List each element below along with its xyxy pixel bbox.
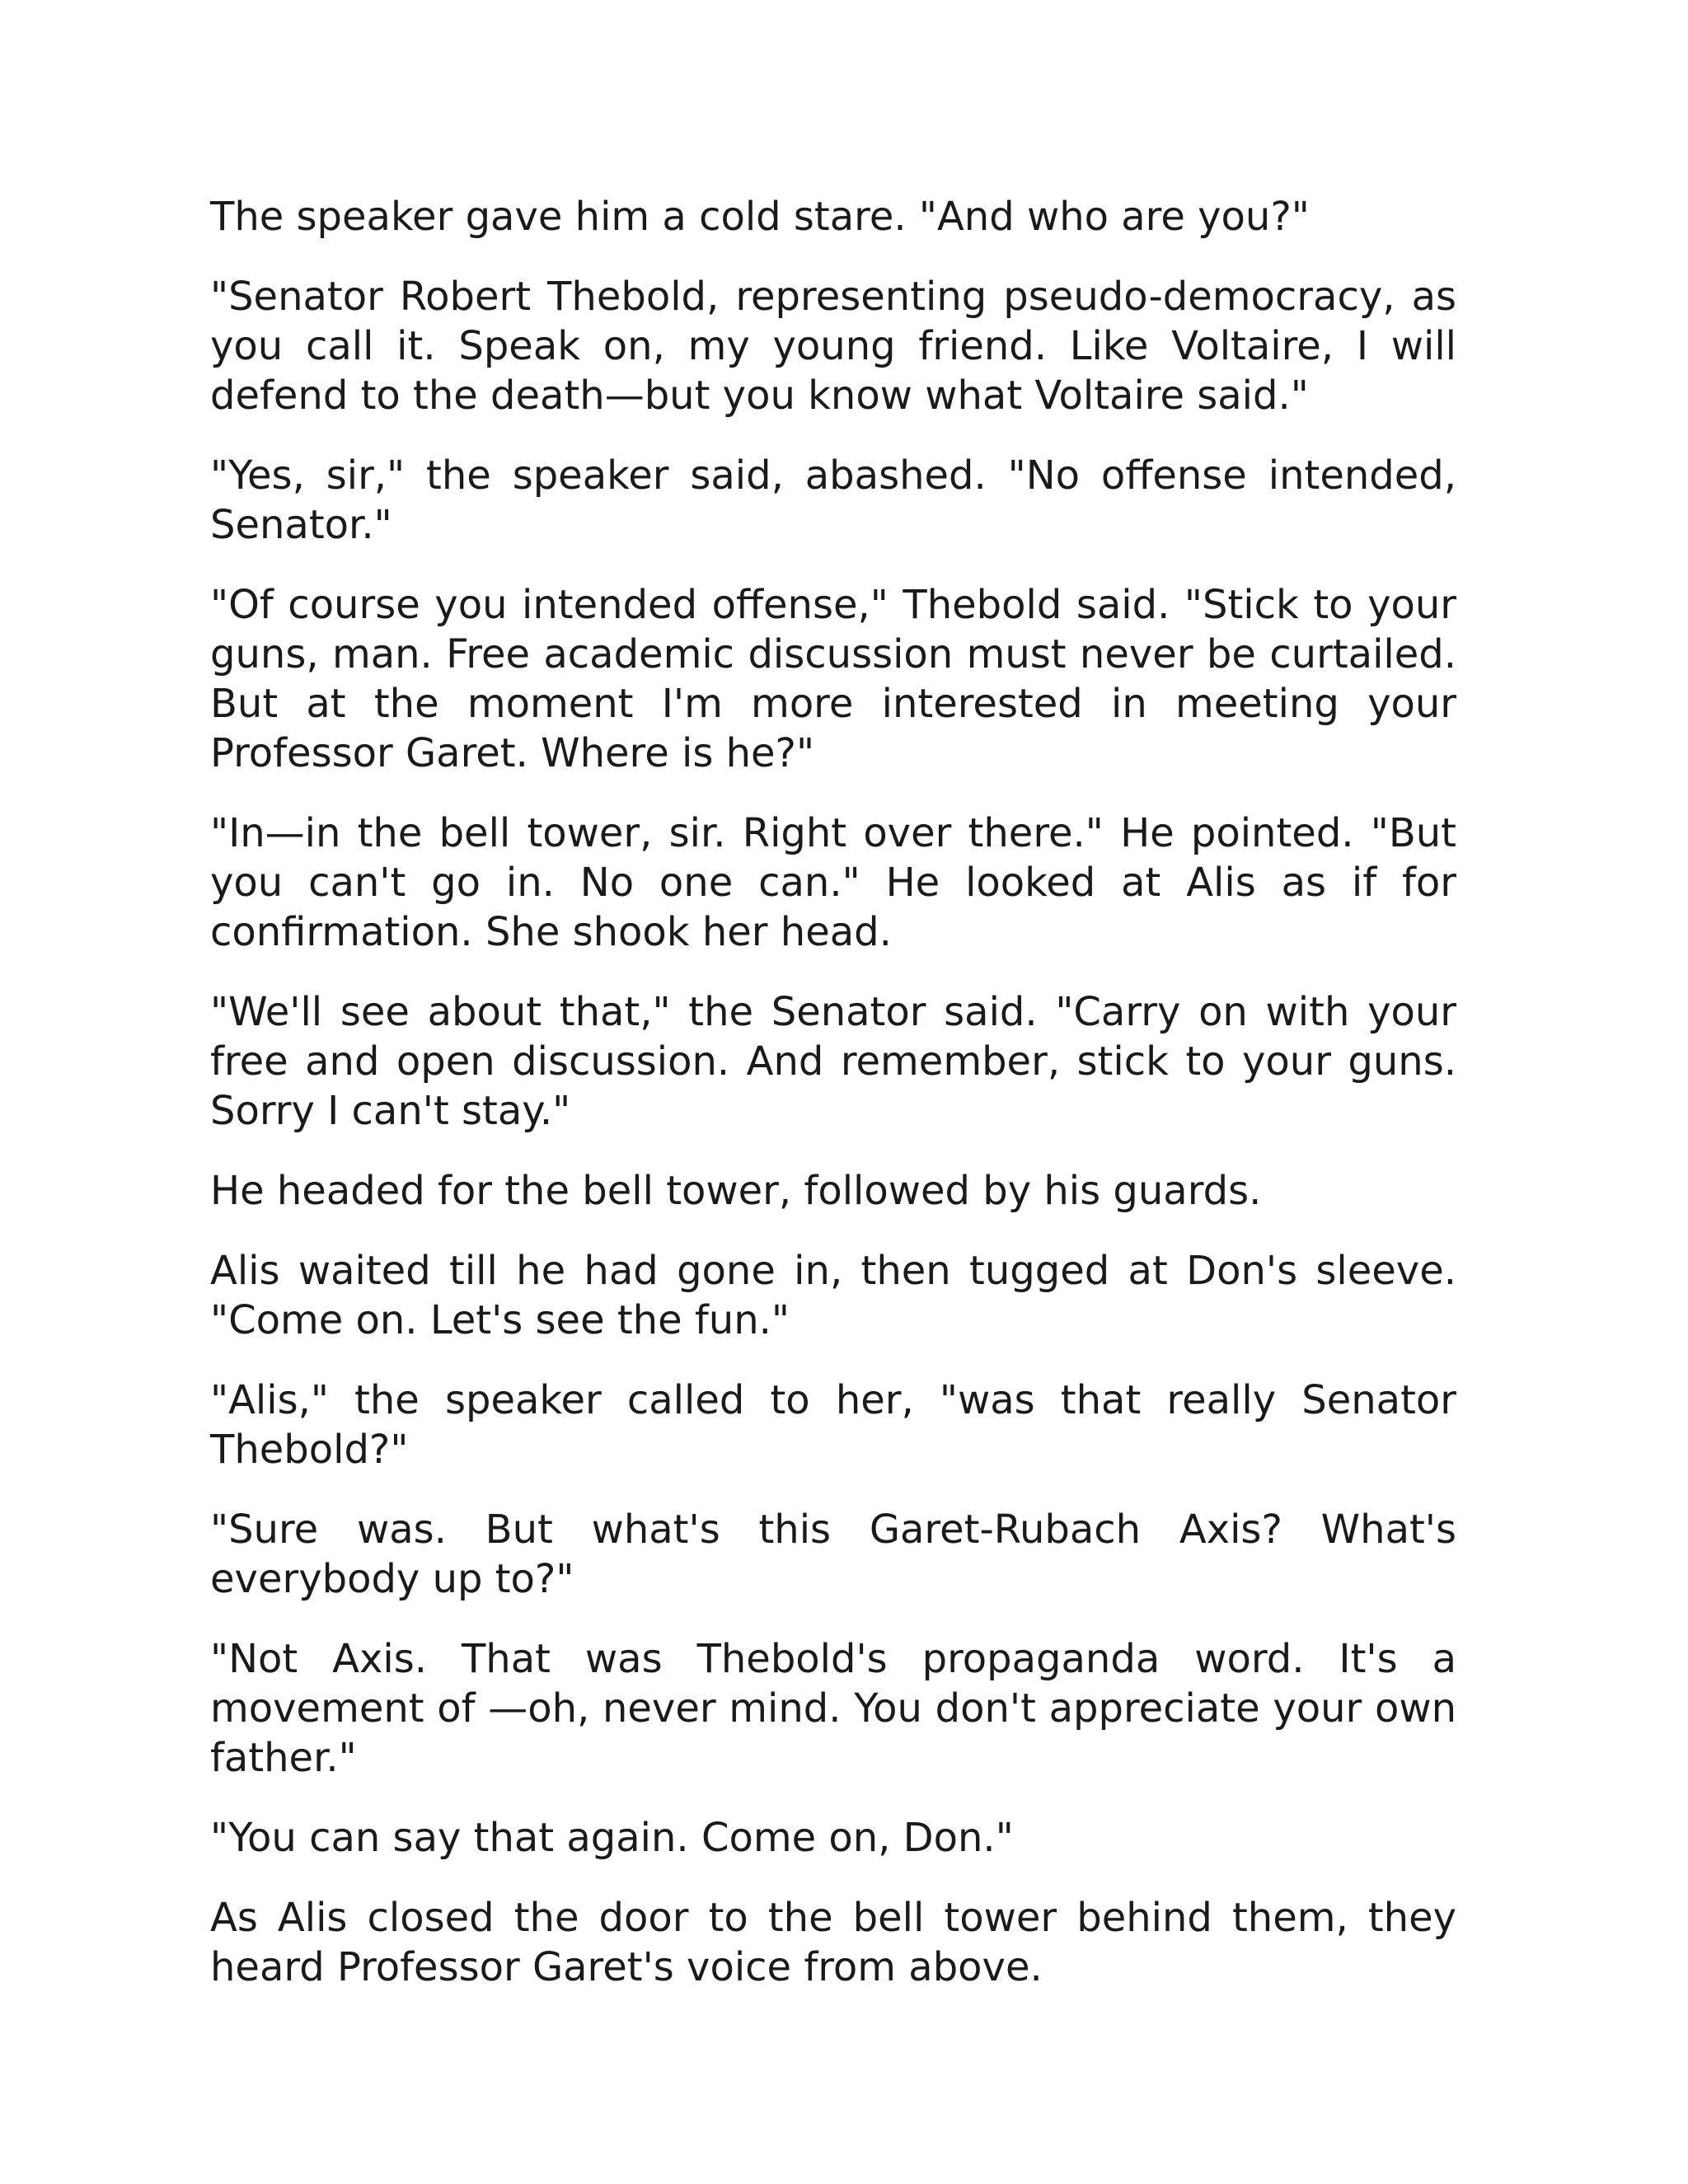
paragraph: Alis waited till he had gone in, then tugged at Don's sleeve. "Come on. Let's see the fun.": [210, 1248, 1456, 1343]
paragraph: "Sure was. But what's this Garet-Rubach Axis? What's everybody up to?": [210, 1507, 1456, 1602]
paragraph: The speaker gave him a cold stare. "And who are you?": [210, 194, 1310, 240]
paragraph: "Alis," the speaker called to her, "was that really Senator Thebold?": [210, 1377, 1456, 1473]
paragraph: "In—in the bell tower, sir. Right over there." He pointed. "But you can't go in. No one can." He looked at Alis as if for confirmation. She shook her head.: [210, 810, 1456, 955]
paragraph: As Alis closed the door to the bell tower behind them, they heard Professor Garet's voice from above.: [210, 1895, 1456, 1990]
paragraph: "We'll see about that," the Senator said. "Carry on with your free and open discussion. And remember, stick to your guns. Sorry I can't stay.": [210, 989, 1456, 1134]
paragraph: "Not Axis. That was Thebold's propaganda word. It's a movement of —oh, never mind. You don't appreciate your own father.": [210, 1636, 1456, 1781]
paragraph: "Of course you intended offense," Thebold said. "Stick to your guns, man. Free academic discussion must never be curtailed. But at the moment I'm more interested in meeting your Professor Garet. Where is he?": [210, 582, 1456, 776]
paragraph: He headed for the bell tower, followed by his guards.: [210, 1168, 1262, 1214]
paragraph: "Senator Robert Thebold, representing pseudo-democracy, as you call it. Speak on, my young friend. Like Voltaire, I will defend to the death—but you know what Voltaire said.": [210, 274, 1456, 419]
paragraph: "Yes, sir," the speaker said, abashed. "No offense intended, Senator.": [210, 452, 1456, 548]
page-body: [210, 192, 1456, 2022]
paragraph: "You can say that again. Come on, Don.": [210, 1815, 1014, 1861]
